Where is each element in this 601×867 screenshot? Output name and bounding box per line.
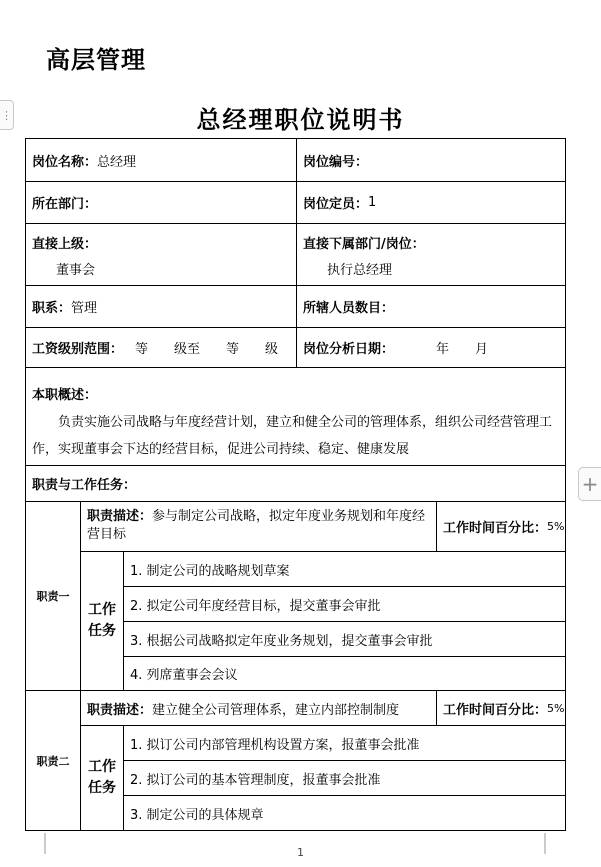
- salary-label: 工资级别范围：: [32, 342, 124, 357]
- duty-1-percent-cell: [436, 501, 565, 551]
- duty-2-desc-text: 建立健全公司管理体系，建立内部控制制度: [152, 702, 400, 718]
- analysis-date-label: 岗位分析日期：: [303, 342, 395, 357]
- headcount-label: 岗位定员：: [303, 197, 369, 212]
- analysis-date-cell: [296, 327, 565, 367]
- overview-text: 负责实施公司战略与年度经营计划，建立和健全公司的管理体系，组织公司经营管理工作，实现董事会下达的经营目标，促进公司持续、稳定、健康发展: [32, 415, 553, 457]
- subordinate-value: 执行总经理: [327, 263, 393, 278]
- duty-2-percent-label: 工作时间百分比：: [443, 702, 548, 718]
- duty-1-name: 职责一: [26, 501, 80, 690]
- duty-1-desc-label: 职责描述：: [87, 509, 153, 524]
- plus-icon[interactable]: +: [578, 467, 601, 501]
- duty-1-task-1: 1. 制定公司的战略规划草案: [123, 551, 565, 586]
- department-cell: [26, 181, 296, 223]
- duty-1-percent-label: 工作时间百分比：: [443, 521, 548, 536]
- position-name-cell: [26, 139, 296, 181]
- job-description-table: [25, 138, 566, 831]
- department-label: 所在部门：: [32, 197, 98, 212]
- headcount-cell: [296, 181, 565, 223]
- drag-handle-icon[interactable]: ⋮: [0, 100, 14, 130]
- salary-value: 等 级至 等 级: [135, 342, 279, 357]
- managed-count-cell: [296, 285, 565, 327]
- duty-2-percent-cell: [436, 690, 565, 725]
- superior-value: 董事会: [56, 263, 96, 278]
- headcount-value: 1: [368, 195, 377, 210]
- overview-label: 本职概述：: [32, 388, 98, 403]
- position-name-value: 总经理: [97, 154, 137, 170]
- duty-2-task-3: 3. 制定公司的具体规章: [123, 795, 565, 830]
- subordinate-cell: [296, 223, 565, 285]
- managed-count-label: 所辖人员数目：: [303, 301, 395, 316]
- duty-1-desc-text: 参与制定公司战略，拟定年度业务规划和年度经营目标: [87, 509, 426, 542]
- duty-1-task-4: 4. 列席董事会会议: [123, 656, 565, 690]
- duty-2-description-cell: [80, 690, 436, 725]
- duty-2-desc-label: 职责描述：: [87, 702, 153, 718]
- duty-2-percent-value: 5%: [547, 701, 565, 715]
- section-heading: 高层管理: [46, 46, 146, 74]
- position-number-cell: [296, 139, 565, 181]
- duty-2-tasks-label: 工作任务: [80, 725, 123, 830]
- position-number-label: 岗位编号：: [303, 154, 369, 170]
- duty-1-percent-value: 5%: [547, 520, 565, 533]
- duty-2-task-2: 2. 拟订公司的基本管理制度，报董事会批准: [123, 760, 565, 795]
- analysis-date-value: 年 月: [436, 342, 489, 357]
- salary-cell: [26, 327, 296, 367]
- duty-2-task-1: 1. 拟订公司内部管理机构设置方案，报董事会批准: [123, 725, 565, 760]
- superior-label: 直接上级：: [32, 237, 98, 252]
- series-cell: [26, 285, 296, 327]
- page-number: 1: [297, 846, 304, 859]
- duty-1-task-3: 3. 根据公司战略拟定年度业务规划，提交董事会审批: [123, 621, 565, 656]
- overview-cell: [26, 367, 565, 465]
- subordinate-label: 直接下属部门/岗位：: [303, 237, 425, 252]
- series-label: 职系：: [32, 301, 72, 316]
- duty-1-description-cell: [80, 501, 436, 551]
- duties-header: 职责与工作任务：: [26, 465, 565, 501]
- series-value: 管理: [71, 301, 98, 316]
- position-name-label: 岗位名称：: [32, 154, 98, 170]
- document-title: 总经理职位说明书: [196, 106, 405, 134]
- duty-1-tasks-label: 工作任务: [80, 551, 123, 690]
- superior-cell: [26, 223, 296, 285]
- duty-1-task-2: 2. 拟定公司年度经营目标，提交董事会审批: [123, 586, 565, 621]
- duty-2-name: 职责二: [26, 690, 80, 830]
